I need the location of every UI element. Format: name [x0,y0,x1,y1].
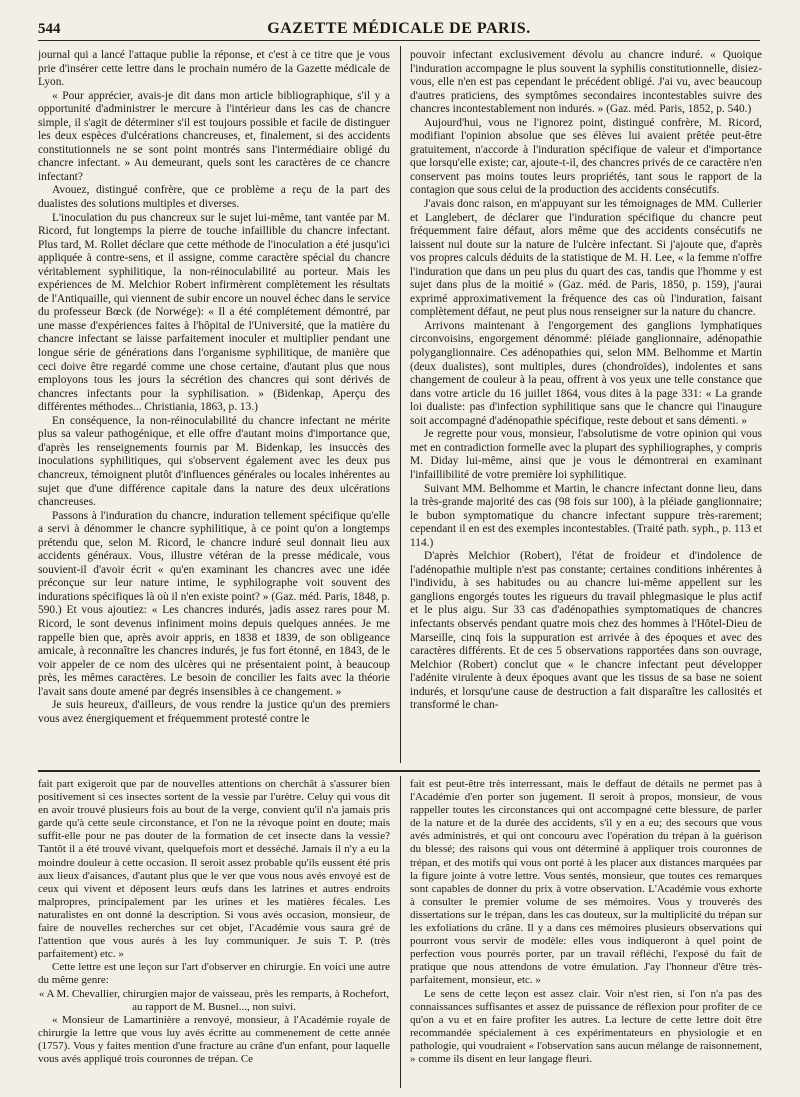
paragraph: Le sens de cette leçon est assez clair. Voir n'est rien, si l'on n'a pas des connaissances suffisantes et assez de puissance de réflexion pour profiter de ce qu'on a vu et en faire profiter les autres. La lecture de cette lettre doit être recommandée spécialement à ces expérimentateurs en physiologie et en pathologie, qui voudraient « l'observation sans aucun mélange de raisonnement, » comme ils disent en leur langage fleuri. [410,987,762,1065]
paragraph: « Monsieur de Lamartinière a renvoyé, monsieur, à l'Académie royale de chirurgie la lettre que vous luy avés écritte au commenement de cette année (1757). Vous y faites mention d'une fracture au crâne d'un enfant, pour laquelle vous avés appliqué trois couronnes de trépan. Ce [38,1013,390,1065]
letter-address: « A M. Chevallier, chirurgien major de vaisseau, près les remparts, à Rochefort, au rapport de M. Busnel..., non suivi. [38,987,390,1013]
column-divider [400,46,401,763]
paragraph: « Pour apprécier, avais-je dit dans mon article bibliographique, s'il y a opportunité d'administrer le mercure à l'intérieur dans les cas de chancre simple, il s'agit de déterminer s'il est toujours possible et facile de distinguer les deux espèces d'ulcérations chancreuses, et, finalement, si des accidents constitutionnels ne se sont point montrés sans l'intermédiaire obligé du chancre infectant. » Au demeurant, quels sont les caractères de ce chancre infectant? [38,89,390,183]
paragraph: pouvoir infectant exclusivement dévolu au chancre induré. « Quoique l'induration accompagne le plus souvent la syphilis constitutionnelle, disiez-vous, elle n'en est pas cependant le précédent obligé. J'ai vu, avec beaucoup d'autres praticiens, des symptômes secondaires incontestables suivre des chancres incontestablement non indurés. » (Gaz. méd. Paris, 1852, p. 540.) [410,49,762,116]
paragraph: Suivant MM. Belhomme et Martin, le chancre infectant donne lieu, dans la très-grande majorité des cas (98 fois sur 100), à la pléiade ganglionnaire; le bubon symptomatique du chancre infectant suppure très-rarement; cependant il en est des exemples incontestables. (Traité path. syph., p. 113 et 114.) [410,482,762,549]
section-divider [38,770,760,772]
paragraph: Je suis heureux, d'ailleurs, de vous rendre la justice qu'un des premiers vous avez énergiquement et fréquemment protesté contre le [38,699,390,725]
running-title: GAZETTE MÉDICALE DE PARIS. [267,20,531,37]
paragraph: fait est peut-être très interressant, mais le deffaut de détails ne permet pas à l'Académie d'en porter son jugement. Il seroit à propos, monsieur, de vous rappeller toutes les circonstances qui ont accompagné cette blessure, de parler de la nature et de la durée des accidents, s'il y en a eu; des secours que vous avés administrés, et qui ont concouru avec l'opération du trépan à la guérison du blessé; des raisons qui vous ont déterminé à appliquer trois couronnes de trépan, et des motifs qui vous ont porté à les placer aux distances marquées par la figure jointe à votre lettre. Vous sentés, monsieur, que toutes ces remarques sont capables de donner du prix à votre observation. L'Académie vous exhorte à consulter le premier volume de ses mémoires. Vous y trouverés des dissertations sur le trépan, dans les cas douteux, sur la multiplicité du trépan sur les exfoliations du crâne. Il y a dans ces mémoires plusieurs observations qui pourront vous servir de modèle: elles vous indiqueront à quel point de perfection vous pourrés porter, par un travail réfléchi, l'exposé du fait de pratique que nous attendons de votre émulation. J'ay l'honneur d'être très-parfaitement, monsieur, etc. » [410,778,762,987]
paragraph: D'après Melchior (Robert), l'état de froideur et d'indolence de l'adénopathie multiple n'est pas constante; certaines conditions inhérentes à l'individu, à ses habitudes ou au chancre lui-même appellent sur les ganglions engorgés toutes les rigueurs du travail phlegmasique le plus actif et le plus aigu. Sur 33 cas d'adénopathies symptomatiques de chancres infectants observés pendant quatre mois chez des hommes à l'Hôtel-Dieu de Marseille, cinq fois la suppuration est arrivée à des époques et avec des caractères différents. Et de ces 5 observations rapportées dans son ouvrage, Melchior (Robert) conclut que « le chancre infectant peut développer l'adénite virulente à deux époques avant que les tissus de sa base ne soient indurés, et lorsqu'une cause de destruction a fait disparaître les callosités et transformé le chan- [410,550,762,712]
paragraph: journal qui a lancé l'attaque publie la réponse, et c'est à ce titre que je vous prie d'insérer cette lettre dans le prochain numéro de la Gazette médicale de Lyon. [38,49,390,89]
column-divider [400,776,401,1088]
paragraph: Arrivons maintenant à l'engorgement des ganglions lymphatiques circonvoisins, engorgement dénommé: pléiade ganglionnaire, adénopathie polyganglionnaire. Ces adénopathies qui, selon MM. Belhomme et Martin (deux dualistes), sont multiples, dures (chondroïdes), indolentes et sans changement de couleur à la peau, offrent à vos yeux une telle constance que dans votre article du 16 juillet 1864, vous dites à la page 331: « La grande loi dualiste: pas d'infection syphilitique sans que le chancre qui l'inaugure soit accompagné d'adénopathie spécifique, reste debout et sans démenti. » [410,319,762,427]
paragraph: J'avais donc raison, en m'appuyant sur les témoignages de MM. Cullerier et Langlebert, de déclarer que l'induration spécifique du chancre peut fréquemment faire défaut, alors même que des accidents consécutifs ne laissent nul doute sur la nature de l'ulcère infectant. Si j'ajoute que, d'après vos propres calculs déduits de la statistique de M. H. Lee, « la femme n'offre l'induration que dans un peu plus du quart des cas, tandis que l'homme y est sujet dans plus de la moitié » (Gaz. méd. de Paris, 1850, p. 159), j'aurai exprimé approximativement la fréquence des cas où l'induration, faisant complètement défaut, ne peut plus nous renseigner sur la nature du chancre. [410,198,762,319]
page-header [38,18,760,41]
paragraph: fait part exigeroit que par de nouvelles attentions on cherchât à s'assurer bien positivement si ces insectes sortent de la vessie par l'urètre. Celuy qui vous dit en avoir trouvé plusieurs fois au bout de la verge, convient qu'il n'a jamais pris garde qu'à cette seule circonstance, et l'on ne la révoque point en doute; mais suffit-elle pour ne pas douter de la formation de cet insecte dans la vessie? Tantôt il a été trouvé vivant, quelquefois mort et desséché. Jamais il n'y a eu la moindre douleur à cette occasion. Il seroit assez probable qu'ils eussent été pris aux lieux d'aisances, d'autant plus que le ver que vous nous avés envoyé est de ceux qui vivent et déposent leurs œufs dans les latrines et autres endroits malpropres, principalement par les urines et les matières fécales. Les naturalistes en ont donné la description. Si vous avés occasion, monsieur, de faire de nouvelles recherches sur cet objet, l'Académie vous saura gré de l'attention que vous aurés à les luy communiquer. Je suis T. P. (très parfaitement) etc. » [38,778,390,961]
bottom-left-column [38,778,390,1090]
bottom-right-column [410,778,762,1090]
top-left-column [38,49,390,764]
paragraph: Avouez, distingué confrère, que ce problème a reçu de la part des dualistes des solutions multiples et diverses. [38,184,390,211]
paragraph: Passons à l'induration du chancre, induration tellement spécifique qu'elle a servi à dénommer le chancre syphilitique, à ce point qu'on a longtemps prétendu que, selon M. Ricord, le chancre induré seul donnait lieu aux accidents généraux. Vous, illustre vétéran de la presse médicale, vous souvient-il d'avoir écrit « qu'en examinant les chancres avec une idée préconçue sur leur nature intime, le syphilographe voit souvent des indurations spécifiques là où il n'en existe point? » (Gaz. méd. Paris, 1848, p. 590.) Et vous ajoutiez: « Les chancres indurés, jadis assez rares pour M. Ricord, le sont devenus infiniment moins depuis quelques années. Je me rappelle bien que, après avoir appris, en 1838 et 1839, de son obligeance amicale, à reconnaître les chancres indurés, je fus fort étonné, en 1843, de le voir appeler de ce nom des ulcères qui ne présentaient point, à beaucoup près, les mêmes caractères. Le besoin de concilier les faits avec la théorie l'avait sans doute amené par degrés insensibles à ce changement. » [38,509,390,698]
top-right-column [410,49,762,764]
paragraph: Aujourd'hui, vous ne l'ignorez point, distingué confrère, M. Ricord, modifiant l'opinion absolue que ses élèves lui avaient prêtée peut-être gratuitement, n'accorde à l'induration spécifique de valeur et d'importance que lorsqu'elle existe; car, ajoute-t-il, des chancres privés de ce caractère n'en conservent pas moins toutes leurs propriétés, tant sous le rapport de la contagion que sous celui de la production des accidents consécutifs. [410,116,762,197]
paragraph: Je regrette pour vous, monsieur, l'absolutisme de votre opinion qui vous met en contradiction formelle avec la plupart des syphiliographes, y compris M. Diday lui-même, ainsi que je vous le démontrerai en examinant l'infaillibilité de votre première loi syphilitique. [410,428,762,481]
paragraph: Cette lettre est une leçon sur l'art d'observer en chirurgie. En voici une autre du même genre: [38,961,390,987]
paragraph: L'inoculation du pus chancreux sur le sujet lui-même, tant vantée par M. Ricord, fut longtemps la pierre de touche infaillible du chancre infectant. Plus tard, M. Rollet déclare que cette méthode de l'inoculation a été jusqu'ici appliquée à contre-sens, et il assigne, comme caractère spécial du chancre véritablement syphilitique, la non-réinoculabilité au porteur. Mais les expériences de M. Melchior Robert infirmèrent complètement les résultats de l'Antiquaille, qui viennent de subir encore un nouvel échec dans le service du professeur Bœck (de Norwége): « Il a été complétement démontré, par une masse d'expériences faites à l'hôpital de l'Université, que la matière du chancre infectant se laisse parfaitement inoculer et multiplier pendant une longue série de générations dans l'organisme syphilitique, de manière que ceci doive être regardé comme une chose certaine, d'autant plus que nous employons tous les jours la sécrétion des chancres qui sont dérivés de chancres infectants pour la syphilisation. » (Bidenkap, Aperçu des différentes méthodes... Christiania, 1863, p. 13.) [38,211,390,414]
page-number: 544 [38,21,61,37]
paragraph: En conséquence, la non-réinoculabilité du chancre infectant ne mérite plus sa valeur pathogénique, et elle offre d'autant moins d'importance que, d'après les renseignements fournis par M. Bidenkap, les insuccès des inoculations syphilitiques, qui s'observent également avec les deux pus chancreux, témoignent plutôt d'influences générales ou locales inhérentes au sujet que d'une différence capitale dans la nature des deux ulcérations chancreuses. [38,414,390,509]
